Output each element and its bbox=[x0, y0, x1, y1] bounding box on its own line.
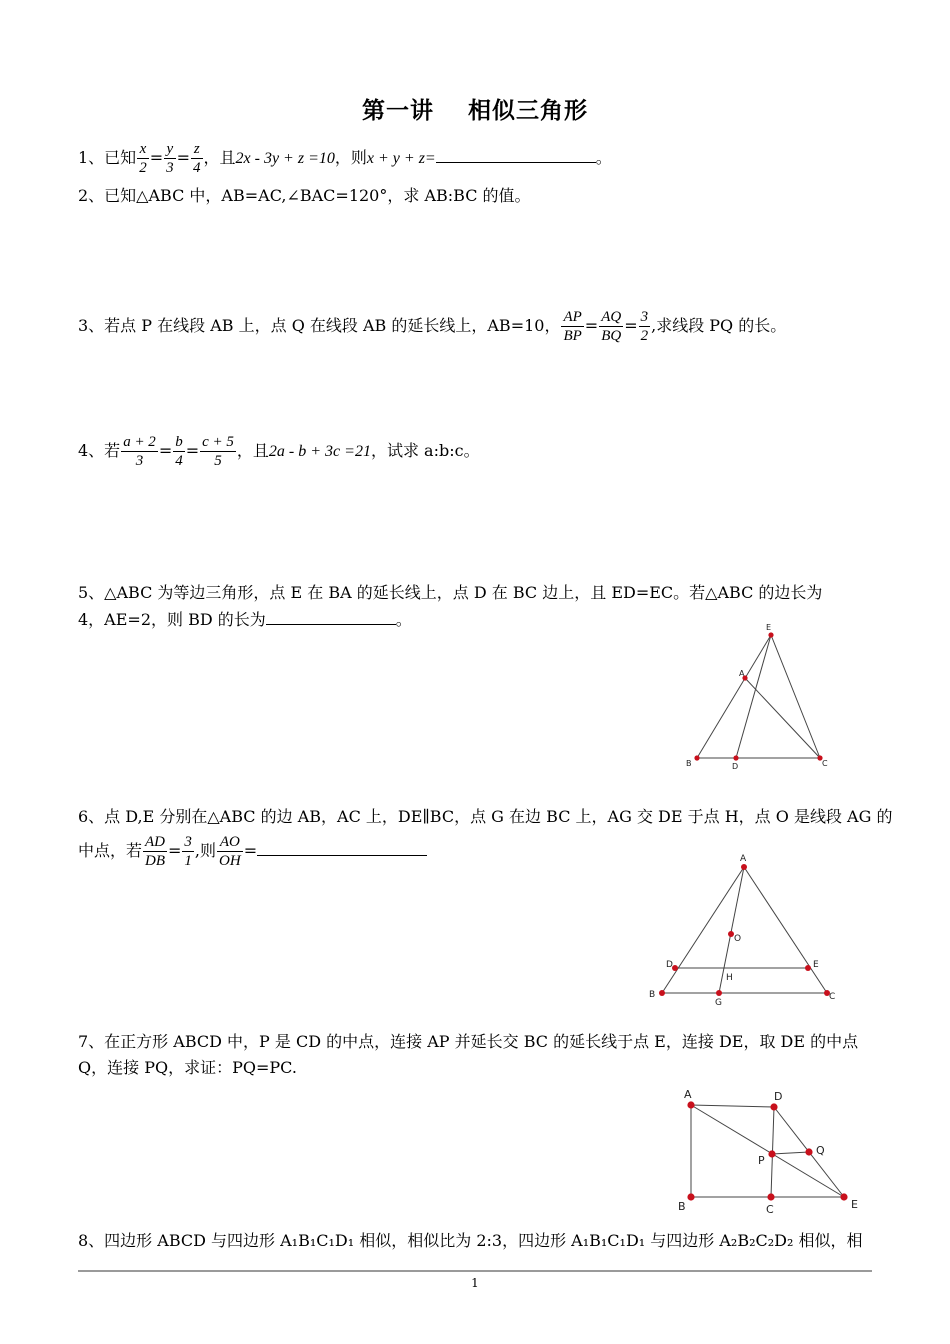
title-part-1: 第一讲 bbox=[362, 98, 434, 124]
q6-answer-blank[interactable] bbox=[257, 839, 427, 856]
q5-label-a: A bbox=[739, 669, 745, 678]
question-7-line-1: 7、在正方形 ABCD 中，P 是 CD 的中点，连接 AP 并延长交 BC 的延长线于点 E，连接 DE，取 DE 的中点 bbox=[78, 1032, 859, 1051]
q4-fraction-1: $\frac{a + 2}{3}$ bbox=[123, 434, 156, 469]
question-1: 1、已知 $\frac{x}{2}$ = $\frac{y}{3}$ = $\frac{z}{4}$ ，且2x - 3y + z =10，则x + y + z= 。 bbox=[78, 141, 612, 176]
q6-label-a: A bbox=[740, 854, 747, 864]
q4-fraction-2: $\frac{b}{4}$ bbox=[175, 434, 183, 469]
page-number: 1 bbox=[471, 1276, 479, 1290]
q6-fraction-3: $\frac{AO}{OH}$ bbox=[219, 834, 241, 869]
q1-mid: ，且 bbox=[203, 148, 236, 167]
q7-label-d: D bbox=[774, 1090, 783, 1103]
q7-label-b: B bbox=[678, 1200, 686, 1213]
footer-rule bbox=[78, 1270, 872, 1272]
question-2: 2、已知△ABC 中，AB=AC,∠BAC=120°，求 AB:BC 的值。 bbox=[78, 186, 531, 205]
question-6-line-1: 6、点 D,E 分别在△ABC 的边 AB，AC 上，DE∥BC，点 G 在边 BC 上，AG 交 DE 于点 H，点 O 是线段 AG 的 bbox=[78, 807, 893, 826]
q1-condition: 2x - 3y + z =10 bbox=[235, 150, 335, 167]
q5-label-d: D bbox=[732, 762, 739, 771]
question-3: 3、若点 P 在线段 AB 上，点 Q 在线段 AB 的延长线上，AB=10， $\frac{AP}{BP}$ = $\frac{AQ}{BQ}$ = $\frac{3}{2}$ ,求线段 PQ 的长。 bbox=[78, 309, 787, 344]
q7-label-q: Q bbox=[816, 1144, 825, 1157]
q6-label-g: G bbox=[715, 998, 722, 1008]
q1-then: ，则 bbox=[334, 148, 367, 167]
q6-figure bbox=[640, 848, 845, 1013]
page-title bbox=[0, 92, 950, 125]
q7-point-p bbox=[768, 1150, 775, 1157]
q5-point-d bbox=[733, 755, 738, 760]
q7-figure bbox=[670, 1080, 870, 1220]
q7-point-d bbox=[770, 1103, 777, 1110]
question-5-line-1: 5、△ABC 为等边三角形，点 E 在 BA 的延长线上，点 D 在 BC 边上，且 ED=EC。若△ABC 的边长为 bbox=[78, 583, 823, 602]
q7-point-e bbox=[840, 1193, 847, 1200]
q1-fraction-2: $\frac{y}{3}$ bbox=[166, 141, 174, 176]
q6-point-g bbox=[716, 990, 722, 996]
question-5-line-2: 4，AE=2，则 BD 的长为 。 bbox=[78, 610, 412, 629]
q5-answer-blank[interactable] bbox=[266, 608, 396, 625]
q6-label-d: D bbox=[666, 960, 673, 970]
q5-point-e bbox=[768, 632, 773, 637]
q6-fraction-2: $\frac{3}{1}$ bbox=[184, 834, 192, 869]
q6-label-o: O bbox=[734, 934, 742, 944]
q6-point-a bbox=[741, 864, 747, 870]
q5-label-b: B bbox=[686, 759, 692, 768]
q3-fraction-1: $\frac{AP}{BP}$ bbox=[563, 309, 582, 344]
q7-point-c bbox=[767, 1193, 774, 1200]
q6-label-b: B bbox=[649, 990, 656, 1000]
q7-point-q bbox=[805, 1148, 812, 1155]
q1-expression: x + y + z= bbox=[366, 150, 436, 167]
q7-label-e: E bbox=[851, 1198, 858, 1211]
q6-fraction-1: $\frac{AD}{DB}$ bbox=[145, 834, 166, 869]
q7-point-b bbox=[687, 1193, 694, 1200]
q1-fraction-3: $\frac{z}{4}$ bbox=[193, 141, 201, 176]
q5-figure bbox=[670, 622, 840, 772]
question-6-line-2: 中点，若 $\frac{AD}{DB}$ = $\frac{3}{1}$ ,则 $\frac{AO}{OH}$ = bbox=[78, 833, 427, 870]
question-8-line-1: 8、四边形 ABCD 与四边形 A₁B₁C₁D₁ 相似，相似比为 2:3，四边形 A₁B₁C₁D₁ 与四边形 A₂B₂C₂D₂ 相似，相 bbox=[78, 1231, 863, 1250]
question-7-line-2: Q，连接 PQ，求证：PQ=PC. bbox=[78, 1058, 297, 1077]
q7-label-c: C bbox=[766, 1203, 774, 1216]
q5-label-e: E bbox=[766, 623, 772, 632]
q1-answer-blank[interactable] bbox=[436, 146, 596, 163]
q6-label-e: E bbox=[813, 960, 819, 970]
q4-fraction-3: $\frac{c + 5}{5}$ bbox=[202, 434, 234, 469]
q6-label-c: C bbox=[829, 992, 836, 1002]
q5-label-c: C bbox=[822, 759, 828, 768]
q4-condition: 2a - b + 3c =21 bbox=[268, 443, 371, 460]
q6-point-e bbox=[805, 965, 811, 971]
q1-prefix: 1、已知 bbox=[78, 148, 137, 167]
question-4: 4、若 $\frac{a + 2}{3}$ = $\frac{b}{4}$ = $\frac{c + 5}{5}$ ，且2a - b + 3c =21，试求 a:b:c。 bbox=[78, 434, 480, 469]
title-part-2: 相似三角形 bbox=[468, 98, 588, 124]
q3-fraction-2: $\frac{AQ}{BQ}$ bbox=[601, 309, 622, 344]
q3-fraction-3: $\frac{3}{2}$ bbox=[640, 309, 649, 344]
q5-point-b bbox=[694, 755, 699, 760]
q6-point-b bbox=[659, 990, 665, 996]
q7-label-p: P bbox=[758, 1154, 765, 1167]
q7-point-a bbox=[687, 1101, 694, 1108]
q1-fraction-1: $\frac{x}{2}$ bbox=[139, 141, 147, 176]
q7-label-a: A bbox=[684, 1088, 692, 1101]
q6-label-h: H bbox=[726, 973, 733, 983]
